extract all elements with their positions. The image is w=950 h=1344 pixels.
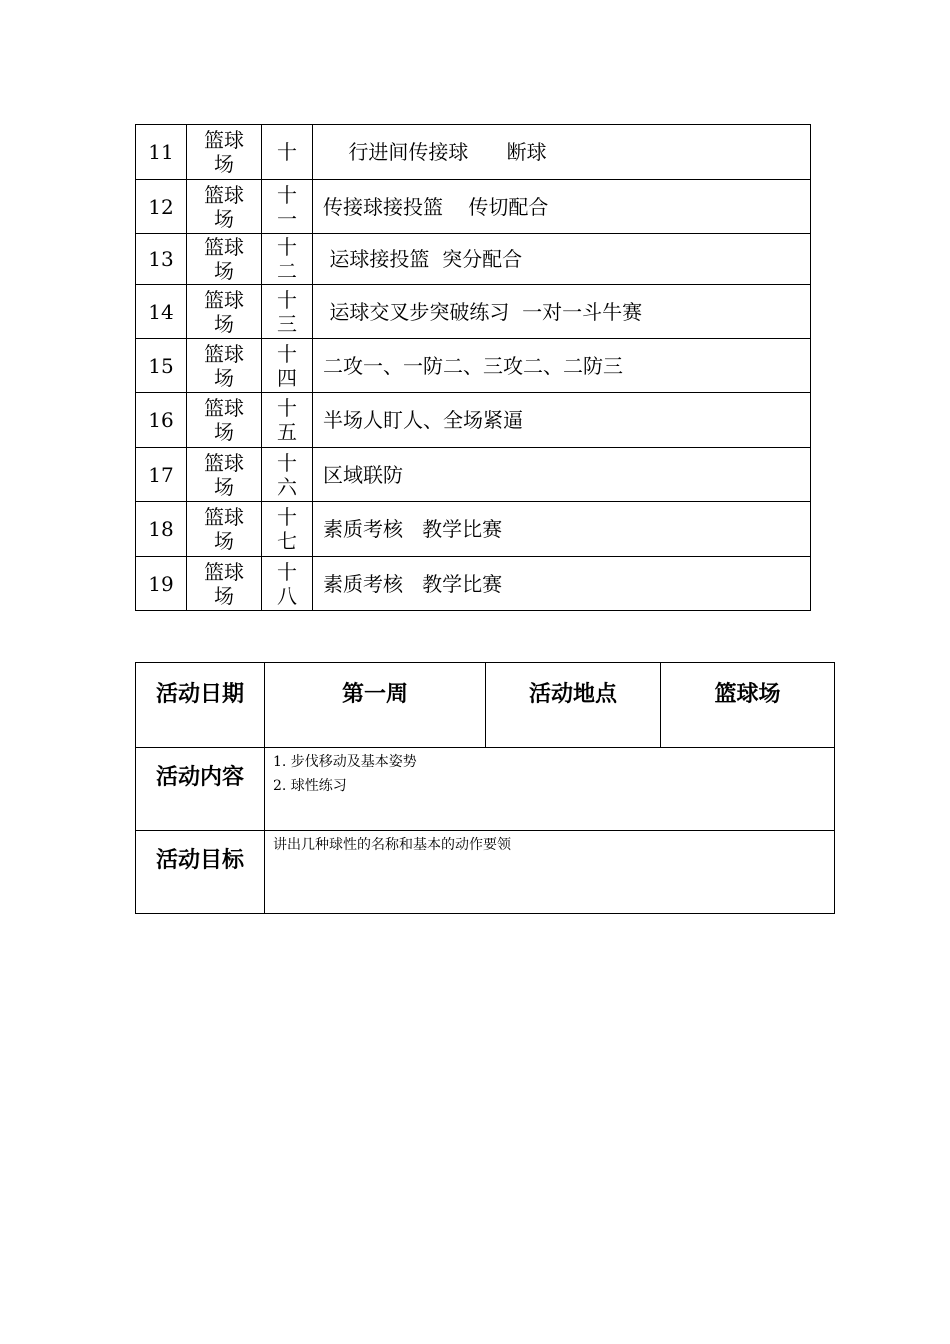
schedule-row [136, 339, 811, 393]
schedule-week-line: 十 [277, 559, 297, 584]
schedule-venue-line: 场 [214, 311, 234, 336]
activity-content-item: 2. 球性练习 [273, 778, 347, 794]
schedule-number: 14 [136, 285, 187, 339]
schedule-venue [187, 393, 262, 448]
schedule-body [136, 125, 811, 611]
schedule-week [262, 393, 313, 448]
schedule-venue-line: 场 [214, 474, 234, 499]
schedule-row [136, 234, 811, 285]
schedule-venue [187, 448, 262, 502]
schedule-number: 18 [136, 502, 187, 557]
schedule-week-line: 三 [277, 311, 297, 336]
schedule-venue-line: 场 [214, 259, 234, 283]
activity-goal-row [136, 831, 835, 914]
schedule-week-line: 二 [277, 259, 297, 283]
schedule-week-line: 十 [277, 450, 297, 475]
activity-place-label: 活动地点 [486, 663, 661, 748]
schedule-week-line: 八 [277, 583, 297, 608]
schedule-venue-line: 场 [214, 529, 234, 553]
schedule-week-line: 五 [277, 420, 297, 444]
schedule-number: 15 [136, 339, 187, 393]
schedule-venue-line: 篮球 [204, 450, 244, 475]
schedule-week-line: 四 [277, 365, 297, 390]
schedule-content: 行进间传接球 断球 [313, 125, 811, 180]
schedule-week-line: 十 [277, 341, 297, 366]
schedule-content: 运球交叉步突破练习 一对一斗牛赛 [313, 285, 811, 339]
schedule-number: 17 [136, 448, 187, 502]
schedule-row [136, 448, 811, 502]
schedule-content: 素质考核 教学比赛 [313, 557, 811, 611]
activity-content-item: 1. 步伐移动及基本姿势 [273, 754, 417, 770]
schedule-venue [187, 234, 262, 285]
activity-header-row [136, 663, 835, 748]
schedule-week [262, 448, 313, 502]
activity-date-label: 活动日期 [136, 663, 265, 748]
schedule-week-line: 七 [277, 529, 297, 553]
schedule-number: 11 [136, 125, 187, 180]
schedule-content: 半场人盯人、全场紧逼 [313, 393, 811, 448]
schedule-row [136, 180, 811, 234]
schedule-venue-line: 篮球 [204, 128, 244, 152]
schedule-row [136, 557, 811, 611]
schedule-week-line: 十 [277, 287, 297, 312]
schedule-week [262, 234, 313, 285]
schedule-venue [187, 125, 262, 180]
schedule-number: 12 [136, 180, 187, 234]
schedule-venue-line: 场 [214, 420, 234, 444]
schedule-week-line: 十 [277, 140, 297, 164]
schedule-row [136, 125, 811, 180]
schedule-venue [187, 557, 262, 611]
schedule-content: 素质考核 教学比赛 [313, 502, 811, 557]
schedule-week-line: 一 [277, 206, 297, 231]
activity-goal-body: 讲出几种球性的名称和基本的动作要领 [265, 831, 835, 914]
schedule-week [262, 339, 313, 393]
schedule-venue-line: 篮球 [204, 287, 244, 312]
schedule-week [262, 180, 313, 234]
schedule-venue [187, 339, 262, 393]
schedule-table [135, 124, 811, 611]
schedule-week-line: 六 [277, 474, 297, 499]
schedule-number: 19 [136, 557, 187, 611]
schedule-content: 区域联防 [313, 448, 811, 502]
schedule-venue-line: 篮球 [204, 341, 244, 366]
schedule-row [136, 502, 811, 557]
activity-content-row [136, 748, 835, 831]
schedule-venue-line: 场 [214, 152, 234, 176]
schedule-row [136, 393, 811, 448]
schedule-venue-line: 场 [214, 365, 234, 390]
schedule-venue [187, 502, 262, 557]
schedule-week-line: 十 [277, 182, 297, 207]
schedule-content: 二攻一、一防二、三攻二、二防三 [313, 339, 811, 393]
activity-content-label: 活动内容 [136, 748, 265, 831]
schedule-row [136, 285, 811, 339]
schedule-venue-line: 篮球 [204, 505, 244, 529]
schedule-venue-line: 场 [214, 206, 234, 231]
schedule-week [262, 125, 313, 180]
schedule-venue [187, 285, 262, 339]
activity-content-body [265, 748, 835, 831]
schedule-content: 传接球接投篮 传切配合 [313, 180, 811, 234]
schedule-venue-line: 篮球 [204, 559, 244, 584]
schedule-number: 16 [136, 393, 187, 448]
activity-place-value: 篮球场 [661, 663, 835, 748]
activity-date-value: 第一周 [265, 663, 486, 748]
schedule-venue-line: 篮球 [204, 182, 244, 207]
schedule-venue-line: 篮球 [204, 235, 244, 259]
schedule-venue-line: 场 [214, 583, 234, 608]
schedule-venue [187, 180, 262, 234]
schedule-venue-line: 篮球 [204, 396, 244, 420]
schedule-week [262, 502, 313, 557]
schedule-week [262, 557, 313, 611]
schedule-week-line: 十 [277, 396, 297, 420]
activity-goal-label: 活动目标 [136, 831, 265, 914]
schedule-content: 运球接投篮 突分配合 [313, 234, 811, 285]
activity-table [135, 662, 835, 914]
schedule-week-line: 十 [277, 235, 297, 259]
schedule-week [262, 285, 313, 339]
schedule-week-line: 十 [277, 505, 297, 529]
schedule-number: 13 [136, 234, 187, 285]
